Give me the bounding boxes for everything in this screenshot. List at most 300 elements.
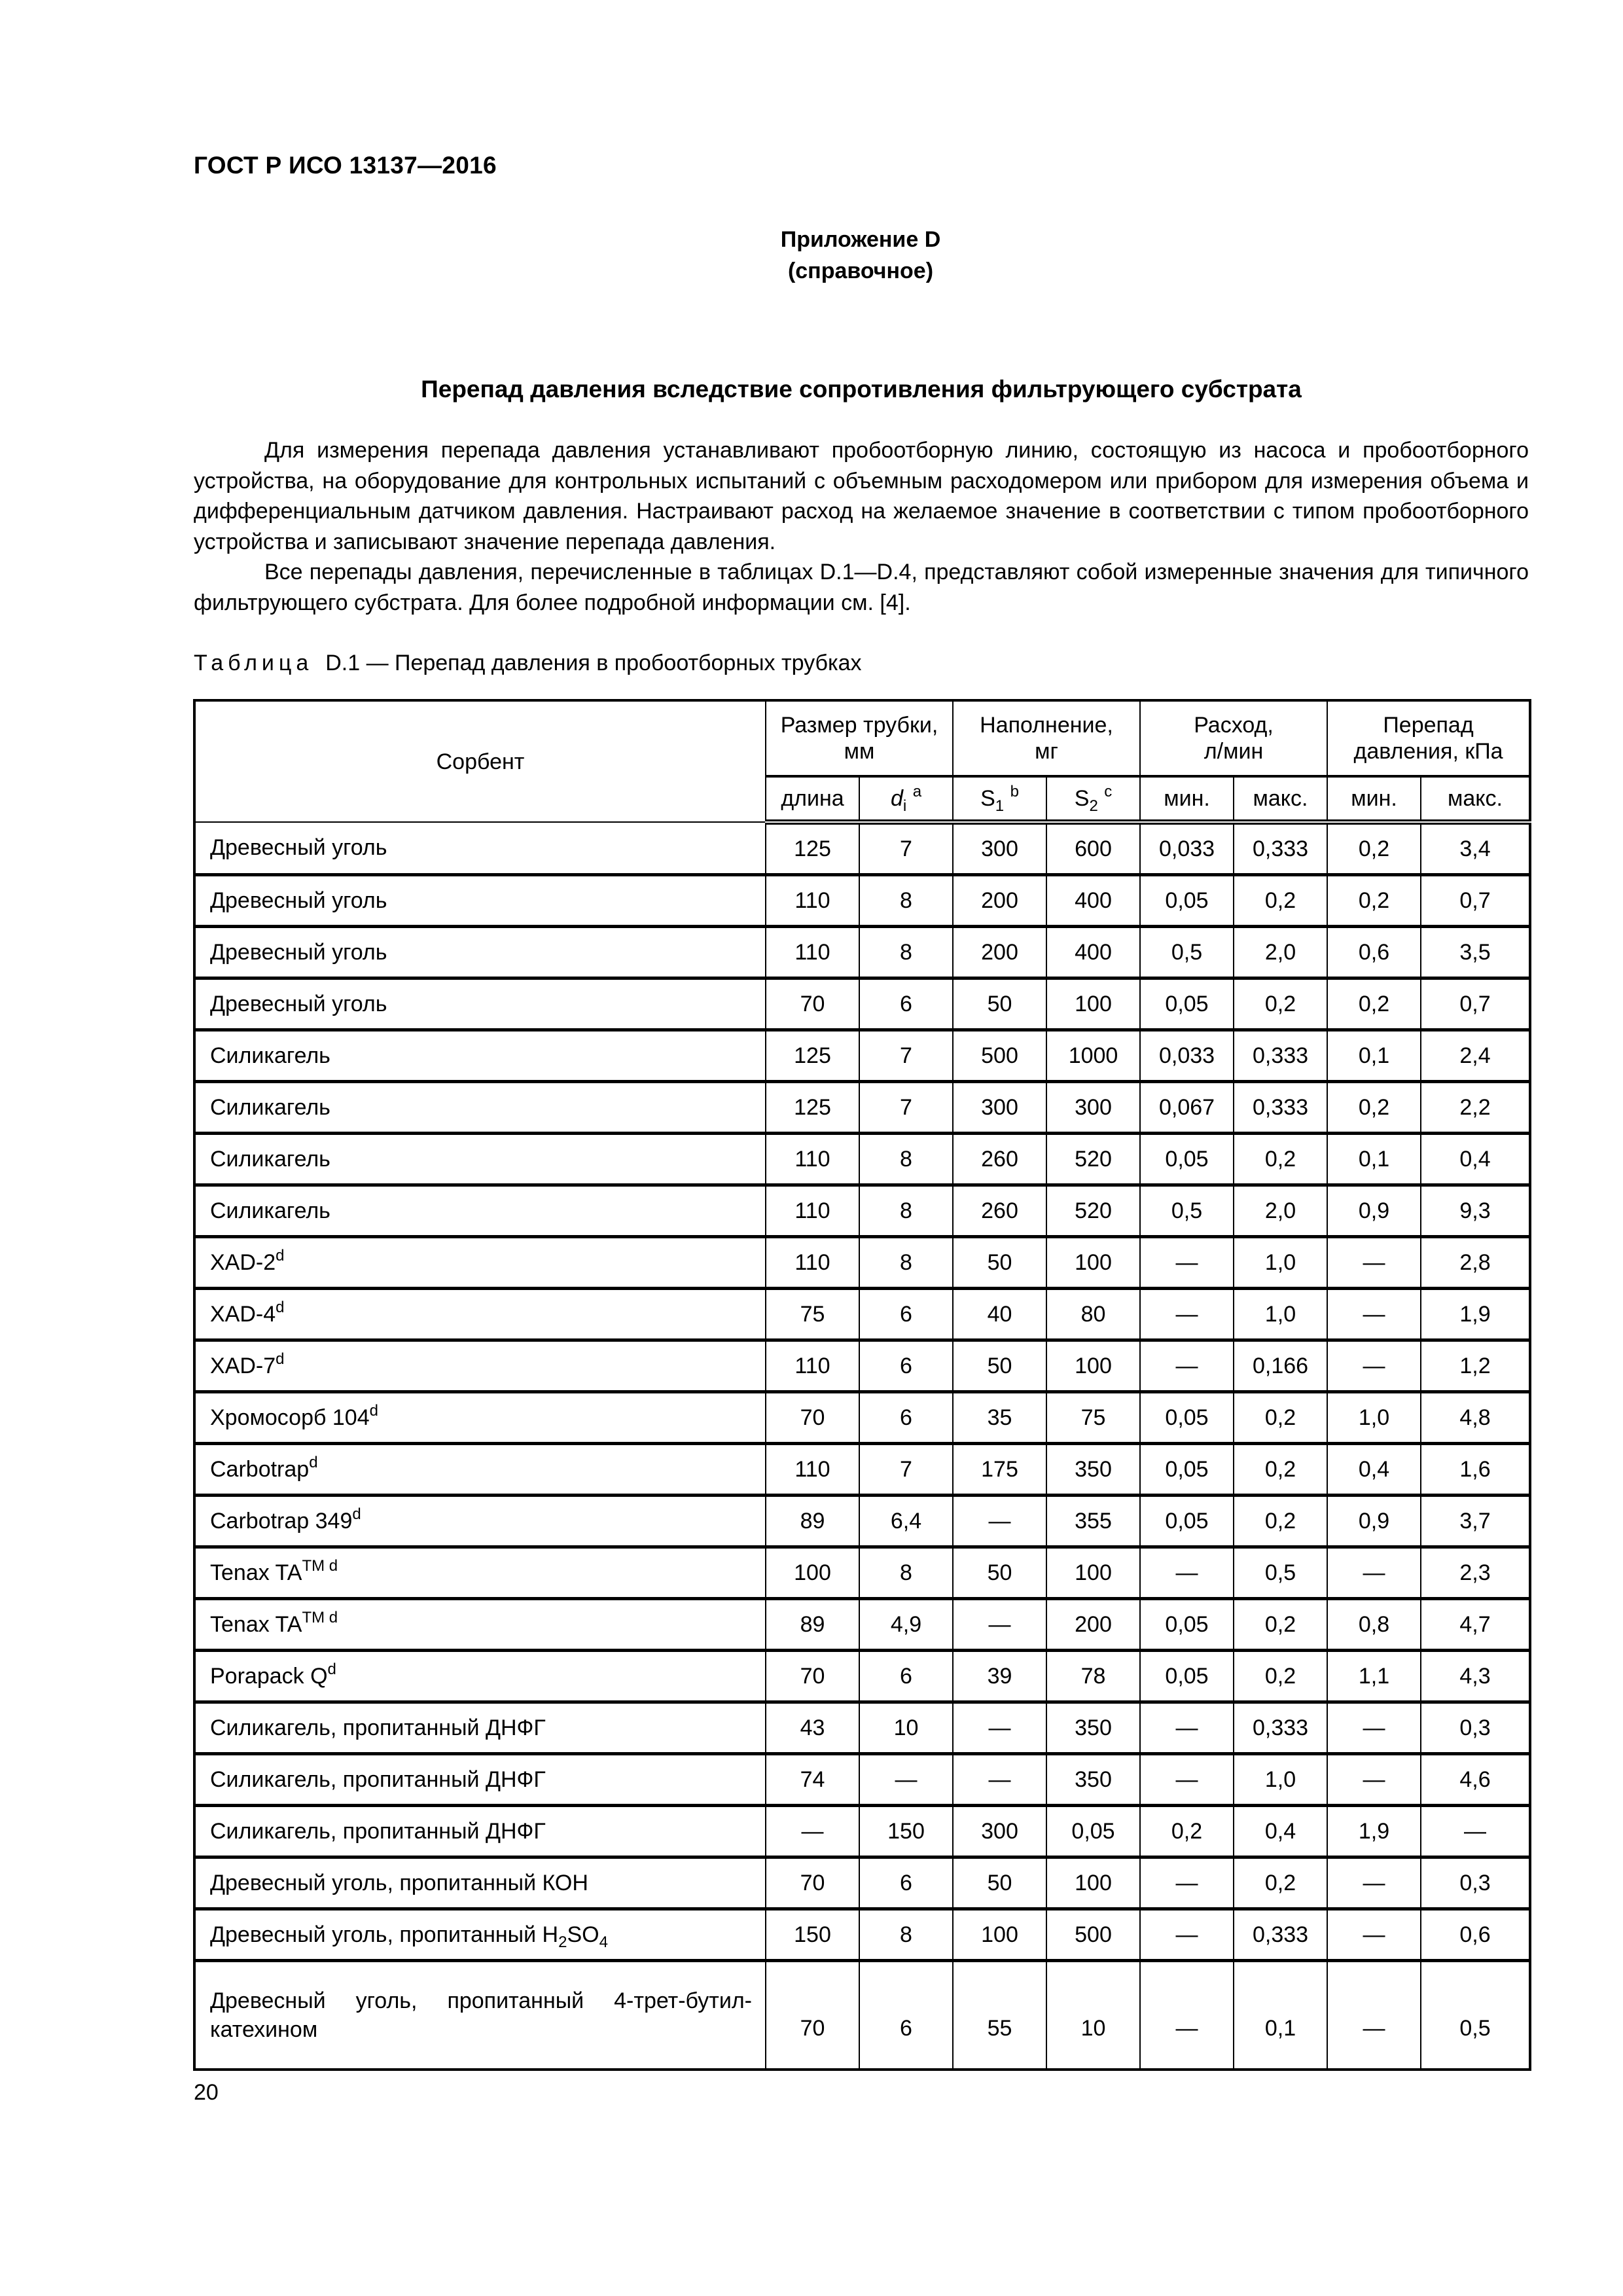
pressure-drop-min-cell: 0,9 xyxy=(1327,1496,1421,1547)
table-row xyxy=(194,875,1530,927)
formula-part: SO xyxy=(567,1922,599,1947)
footnote-ref: d xyxy=(352,1505,361,1523)
header-filling-line1: Наполнение, xyxy=(980,713,1113,738)
tube-length-cell: 110 xyxy=(766,927,859,978)
inner-diameter-cell: 7 xyxy=(859,1444,953,1496)
flow-max-cell: 0,2 xyxy=(1234,1134,1327,1185)
footnote-ref: TM d xyxy=(302,1608,338,1626)
sorbent-name-text: Carbotrap 349 xyxy=(210,1508,353,1534)
flow-min-cell: 0,05 xyxy=(1140,1651,1234,1702)
table-row xyxy=(194,1806,1530,1857)
filling-s1-cell: 200 xyxy=(953,875,1046,927)
sorbent-name-text: Силикагель xyxy=(210,1198,330,1223)
footnote-ref: c xyxy=(1104,782,1113,800)
tube-length-cell: 125 xyxy=(766,1082,859,1134)
pressure-drop-min-cell: 1,1 xyxy=(1327,1651,1421,1702)
flow-min-cell: — xyxy=(1140,1754,1234,1806)
sorbent-name xyxy=(194,927,766,978)
header-di-subscript: i xyxy=(902,797,907,815)
filling-s2-cell: 10 xyxy=(1046,1961,1140,2070)
filling-s2-cell: 400 xyxy=(1046,875,1140,927)
tube-length-cell: 74 xyxy=(766,1754,859,1806)
table-row xyxy=(194,1340,1530,1392)
tube-length-cell: 70 xyxy=(766,1651,859,1702)
header-flow xyxy=(1140,700,1327,776)
sorbent-name xyxy=(194,1134,766,1185)
tube-length-cell: 89 xyxy=(766,1496,859,1547)
flow-max-cell: 0,2 xyxy=(1234,875,1327,927)
sorbent-name-text: Porapack Q xyxy=(210,1663,328,1689)
filling-s1-cell: — xyxy=(953,1754,1046,1806)
sorbent-name xyxy=(194,1496,766,1547)
pressure-drop-max-cell: 4,7 xyxy=(1421,1599,1530,1651)
sorbent-name xyxy=(194,1806,766,1857)
tube-length-cell: 125 xyxy=(766,1030,859,1082)
tube-length-cell: 75 xyxy=(766,1289,859,1340)
filling-s1-cell: 500 xyxy=(953,1030,1046,1082)
header-s2-symbol: S xyxy=(1074,785,1090,811)
header-sorbent: Сорбент xyxy=(194,700,766,822)
table-caption-text: D.1 — Перепад давления в пробоотборных трубках xyxy=(325,651,862,675)
pressure-drop-max-cell: 4,6 xyxy=(1421,1754,1530,1806)
section-title: Перепад давления вследствие сопротивления фильтрующего субстрата xyxy=(421,376,1302,403)
table-row xyxy=(194,1082,1530,1134)
inner-diameter-cell: 8 xyxy=(859,927,953,978)
flow-max-cell: 0,2 xyxy=(1234,1392,1327,1444)
tube-length-cell: 110 xyxy=(766,1340,859,1392)
inner-diameter-cell: 8 xyxy=(859,1237,953,1289)
sorbent-name xyxy=(194,822,766,875)
sorbent-name-text: Силикагель, пропитанный ДНФГ xyxy=(210,1767,546,1792)
pressure-drop-max-cell: 0,5 xyxy=(1421,1961,1530,2070)
tube-length-cell: — xyxy=(766,1806,859,1857)
pressure-drop-min-cell: — xyxy=(1327,1547,1421,1599)
table-row xyxy=(194,1857,1530,1909)
sorbent-name xyxy=(194,1237,766,1289)
pressure-drop-max-cell: 3,7 xyxy=(1421,1496,1530,1547)
pressure-drop-min-cell: 0,9 xyxy=(1327,1185,1421,1237)
tube-length-cell: 110 xyxy=(766,1444,859,1496)
filling-s1-cell: 50 xyxy=(953,978,1046,1030)
header-filling-unit: мг xyxy=(1035,739,1058,764)
sorbent-name-text: Древесный уголь, пропитанный КОН xyxy=(210,1870,588,1895)
filling-s1-cell: 260 xyxy=(953,1134,1046,1185)
filling-s2-cell: 350 xyxy=(1046,1702,1140,1754)
sorbent-name-text: Древесный уголь, пропитанный H xyxy=(210,1922,559,1947)
filling-s1-cell: — xyxy=(953,1702,1046,1754)
flow-min-cell: 0,05 xyxy=(1140,978,1234,1030)
flow-max-cell: 0,2 xyxy=(1234,1444,1327,1496)
tube-length-cell: 70 xyxy=(766,1961,859,2070)
table-row xyxy=(194,1134,1530,1185)
pressure-drop-max-cell: 2,3 xyxy=(1421,1547,1530,1599)
filling-s2-cell: 78 xyxy=(1046,1651,1140,1702)
table-row xyxy=(194,1702,1530,1754)
header-di-symbol: d xyxy=(890,785,903,811)
table-body xyxy=(194,822,1530,2070)
flow-max-cell: 1,0 xyxy=(1234,1289,1327,1340)
inner-diameter-cell: 6,4 xyxy=(859,1496,953,1547)
table-row xyxy=(194,1547,1530,1599)
filling-s2-cell: 600 xyxy=(1046,822,1140,875)
filling-s1-cell: 40 xyxy=(953,1289,1046,1340)
filling-s2-cell: 300 xyxy=(1046,1082,1140,1134)
footnote-ref: d xyxy=(327,1660,336,1678)
sorbent-name xyxy=(194,1857,766,1909)
flow-min-cell: 0,05 xyxy=(1140,1599,1234,1651)
flow-min-cell: 0,5 xyxy=(1140,927,1234,978)
pressure-drop-min-cell: 0,4 xyxy=(1327,1444,1421,1496)
pressure-drop-min-cell: — xyxy=(1327,1289,1421,1340)
appendix-type: (справочное) xyxy=(787,259,934,283)
pressure-drop-min-cell: — xyxy=(1327,1237,1421,1289)
inner-diameter-cell: 8 xyxy=(859,875,953,927)
header-pressure-drop xyxy=(1327,700,1530,776)
inner-diameter-cell: 6 xyxy=(859,1340,953,1392)
sorbent-name-text: Carbotrap xyxy=(210,1456,310,1482)
flow-min-cell: 0,033 xyxy=(1140,1030,1234,1082)
filling-s1-cell: 50 xyxy=(953,1340,1046,1392)
filling-s1-cell: 300 xyxy=(953,822,1046,875)
flow-max-cell: 2,0 xyxy=(1234,927,1327,978)
pressure-drop-max-cell: 1,9 xyxy=(1421,1289,1530,1340)
filling-s2-cell: 350 xyxy=(1046,1754,1140,1806)
table-row xyxy=(194,1237,1530,1289)
table-row xyxy=(194,927,1530,978)
flow-max-cell: 0,5 xyxy=(1234,1547,1327,1599)
pressure-drop-max-cell: 0,4 xyxy=(1421,1134,1530,1185)
filling-s2-cell: 500 xyxy=(1046,1909,1140,1961)
pressure-drop-min-cell: 0,2 xyxy=(1327,822,1421,875)
inner-diameter-cell: 8 xyxy=(859,1909,953,1961)
filling-s2-cell: 80 xyxy=(1046,1289,1140,1340)
formula-subscript: 2 xyxy=(558,1933,567,1951)
flow-min-cell: 0,033 xyxy=(1140,822,1234,875)
pressure-drop-min-cell: — xyxy=(1327,1702,1421,1754)
inner-diameter-cell: 8 xyxy=(859,1185,953,1237)
pressure-drop-max-cell: 9,3 xyxy=(1421,1185,1530,1237)
sorbent-name-text: Силикагель, пропитанный ДНФГ xyxy=(210,1715,546,1740)
table-caption-label: Таблица xyxy=(194,651,313,675)
standard-header: ГОСТ Р ИСО 13137—2016 xyxy=(194,152,497,179)
filling-s1-cell: 200 xyxy=(953,927,1046,978)
filling-s2-cell: 100 xyxy=(1046,1340,1140,1392)
pressure-drop-max-cell: 4,3 xyxy=(1421,1651,1530,1702)
filling-s1-cell: 35 xyxy=(953,1392,1046,1444)
pressure-drop-min-cell: 0,2 xyxy=(1327,978,1421,1030)
pressure-drop-min-cell: — xyxy=(1327,1961,1421,2070)
paragraph: Все перепады давления, перечисленные в таблицах D.1—D.4, представляют собой измеренные значения для типичного фильтрующего субстрата. Для более подробной информации см. [4]. xyxy=(194,560,1529,615)
flow-max-cell: 0,2 xyxy=(1234,1857,1327,1909)
header-s1 xyxy=(953,776,1046,822)
filling-s1-cell: — xyxy=(953,1599,1046,1651)
tube-length-cell: 110 xyxy=(766,875,859,927)
flow-min-cell: — xyxy=(1140,1237,1234,1289)
sorbent-name-text: Древесный уголь xyxy=(210,991,387,1016)
sorbent-name-text: Силикагель xyxy=(210,1043,330,1068)
sorbent-name-text: Tenax TA xyxy=(210,1611,302,1637)
sorbent-name-text: Силикагель xyxy=(210,1146,330,1172)
filling-s1-cell: 50 xyxy=(953,1547,1046,1599)
header-filling xyxy=(953,700,1140,776)
footnote-ref: d xyxy=(276,1246,285,1265)
table-row xyxy=(194,978,1530,1030)
flow-max-cell: 0,1 xyxy=(1234,1961,1327,2070)
flow-min-cell: 0,05 xyxy=(1140,1496,1234,1547)
flow-min-cell: 0,05 xyxy=(1140,1134,1234,1185)
header-tube-size-unit: мм xyxy=(844,739,875,764)
inner-diameter-cell: 7 xyxy=(859,1030,953,1082)
tube-length-cell: 70 xyxy=(766,1857,859,1909)
pressure-drop-min-cell: — xyxy=(1327,1754,1421,1806)
inner-diameter-cell: 150 xyxy=(859,1806,953,1857)
pressure-drop-table xyxy=(193,699,1531,2071)
flow-min-cell: — xyxy=(1140,1702,1234,1754)
sorbent-name xyxy=(194,1599,766,1651)
header-s2 xyxy=(1046,776,1140,822)
header-length: длина xyxy=(766,776,859,822)
pressure-drop-min-cell: 0,6 xyxy=(1327,927,1421,978)
pressure-drop-min-cell: 1,0 xyxy=(1327,1392,1421,1444)
table-row xyxy=(194,1909,1530,1961)
header-tube-size xyxy=(766,700,953,776)
pressure-drop-min-cell: — xyxy=(1327,1909,1421,1961)
filling-s2-cell: 100 xyxy=(1046,1547,1140,1599)
pressure-drop-max-cell: 0,3 xyxy=(1421,1702,1530,1754)
header-s1-symbol: S xyxy=(980,785,995,811)
flow-max-cell: 1,0 xyxy=(1234,1237,1327,1289)
flow-max-cell: 0,333 xyxy=(1234,1909,1327,1961)
filling-s2-cell: 520 xyxy=(1046,1185,1140,1237)
pressure-drop-min-cell: — xyxy=(1327,1340,1421,1392)
pressure-drop-max-cell: — xyxy=(1421,1806,1530,1857)
table-row xyxy=(194,1444,1530,1496)
header-flow-unit: л/мин xyxy=(1204,739,1264,764)
sorbent-name-text: Древесный уголь xyxy=(210,888,387,913)
pressure-drop-min-cell: 0,2 xyxy=(1327,875,1421,927)
header-dp-min: мин. xyxy=(1327,776,1421,822)
header-inner-diameter xyxy=(859,776,953,822)
flow-max-cell: 0,2 xyxy=(1234,1651,1327,1702)
pressure-drop-max-cell: 2,8 xyxy=(1421,1237,1530,1289)
pressure-drop-min-cell: 0,1 xyxy=(1327,1134,1421,1185)
sorbent-name xyxy=(194,1289,766,1340)
flow-max-cell: 0,2 xyxy=(1234,978,1327,1030)
tube-length-cell: 70 xyxy=(766,1392,859,1444)
pressure-drop-min-cell: 1,9 xyxy=(1327,1806,1421,1857)
inner-diameter-cell: 6 xyxy=(859,1857,953,1909)
filling-s1-cell: 175 xyxy=(953,1444,1046,1496)
table-row xyxy=(194,1185,1530,1237)
inner-diameter-cell: — xyxy=(859,1754,953,1806)
pressure-drop-max-cell: 0,7 xyxy=(1421,978,1530,1030)
inner-diameter-cell: 6 xyxy=(859,1392,953,1444)
table-row xyxy=(194,1289,1530,1340)
tube-length-cell: 89 xyxy=(766,1599,859,1651)
table-row xyxy=(194,1961,1530,2070)
sorbent-name xyxy=(194,1185,766,1237)
sorbent-name xyxy=(194,1082,766,1134)
paragraph: Для измерения перепада давления устанавливают пробоотборную линию, состоящую из насоса и пробоотборного устройства, на оборудование для контрольных испытаний с объемным расходомером или прибором для измерения объема и дифференциальным датчиком давления. Настраивают расход на желаемое значение в соответствии с типом пробоотборного устройства и записывают значение перепада давления. xyxy=(194,438,1529,554)
footnote-ref: a xyxy=(912,782,922,800)
table-row xyxy=(194,1651,1530,1702)
flow-max-cell: 1,0 xyxy=(1234,1754,1327,1806)
filling-s1-cell: 100 xyxy=(953,1909,1046,1961)
sorbent-name xyxy=(194,1547,766,1599)
flow-min-cell: 0,067 xyxy=(1140,1082,1234,1134)
filling-s2-cell: 100 xyxy=(1046,1857,1140,1909)
filling-s2-cell: 100 xyxy=(1046,1237,1140,1289)
filling-s1-cell: 260 xyxy=(953,1185,1046,1237)
filling-s2-cell: 520 xyxy=(1046,1134,1140,1185)
filling-s2-cell: 0,05 xyxy=(1046,1806,1140,1857)
inner-diameter-cell: 4,9 xyxy=(859,1599,953,1651)
flow-max-cell: 0,166 xyxy=(1234,1340,1327,1392)
table-caption xyxy=(194,651,862,676)
pressure-drop-max-cell: 2,4 xyxy=(1421,1030,1530,1082)
inner-diameter-cell: 7 xyxy=(859,822,953,875)
flow-max-cell: 0,333 xyxy=(1234,822,1327,875)
footnote-ref: TM d xyxy=(302,1556,338,1575)
sorbent-name xyxy=(194,1444,766,1496)
pressure-drop-max-cell: 1,6 xyxy=(1421,1444,1530,1496)
pressure-drop-min-cell: 0,8 xyxy=(1327,1599,1421,1651)
table-row xyxy=(194,1496,1530,1547)
flow-min-cell: 0,2 xyxy=(1140,1806,1234,1857)
inner-diameter-cell: 10 xyxy=(859,1702,953,1754)
sorbent-name-text: Древесный уголь xyxy=(210,939,387,965)
filling-s2-cell: 100 xyxy=(1046,978,1140,1030)
flow-max-cell: 0,4 xyxy=(1234,1806,1327,1857)
pressure-drop-max-cell: 0,6 xyxy=(1421,1909,1530,1961)
flow-min-cell: — xyxy=(1140,1289,1234,1340)
appendix-title: Приложение D xyxy=(780,227,941,252)
flow-max-cell: 2,0 xyxy=(1234,1185,1327,1237)
filling-s1-cell: 50 xyxy=(953,1857,1046,1909)
filling-s2-cell: 200 xyxy=(1046,1599,1140,1651)
flow-max-cell: 0,2 xyxy=(1234,1599,1327,1651)
sorbent-name xyxy=(194,1340,766,1392)
footnote-ref: b xyxy=(1010,782,1019,800)
pressure-drop-min-cell: 0,2 xyxy=(1327,1082,1421,1134)
flow-min-cell: — xyxy=(1140,1857,1234,1909)
footnote-ref: d xyxy=(309,1453,318,1471)
sorbent-name-text: Tenax TA xyxy=(210,1560,302,1585)
pressure-drop-max-cell: 0,7 xyxy=(1421,875,1530,927)
sorbent-name-text: Силикагель, пропитанный ДНФГ xyxy=(210,1818,546,1844)
tube-length-cell: 100 xyxy=(766,1547,859,1599)
flow-min-cell: 0,05 xyxy=(1140,1392,1234,1444)
sorbent-name xyxy=(194,1909,766,1961)
formula-subscript: 4 xyxy=(599,1933,608,1951)
footnote-ref: d xyxy=(369,1401,378,1420)
pressure-drop-max-cell: 3,4 xyxy=(1421,822,1530,875)
sorbent-name-text: Силикагель xyxy=(210,1094,330,1120)
inner-diameter-cell: 6 xyxy=(859,978,953,1030)
pressure-drop-min-cell: — xyxy=(1327,1857,1421,1909)
flow-max-cell: 0,333 xyxy=(1234,1702,1327,1754)
table-row xyxy=(194,1754,1530,1806)
pressure-drop-max-cell: 2,2 xyxy=(1421,1082,1530,1134)
tube-length-cell: 110 xyxy=(766,1134,859,1185)
tube-length-cell: 150 xyxy=(766,1909,859,1961)
filling-s2-cell: 400 xyxy=(1046,927,1140,978)
sorbent-name xyxy=(194,1651,766,1702)
flow-min-cell: — xyxy=(1140,1340,1234,1392)
sorbent-name xyxy=(194,1702,766,1754)
table-row xyxy=(194,1030,1530,1082)
tube-length-cell: 43 xyxy=(766,1702,859,1754)
filling-s1-cell: 39 xyxy=(953,1651,1046,1702)
flow-max-cell: 0,2 xyxy=(1234,1496,1327,1547)
filling-s2-cell: 350 xyxy=(1046,1444,1140,1496)
tube-length-cell: 110 xyxy=(766,1185,859,1237)
inner-diameter-cell: 6 xyxy=(859,1651,953,1702)
inner-diameter-cell: 6 xyxy=(859,1289,953,1340)
header-s1-subscript: 1 xyxy=(995,797,1005,815)
sorbent-name xyxy=(194,1392,766,1444)
filling-s1-cell: 300 xyxy=(953,1082,1046,1134)
pressure-drop-max-cell: 3,5 xyxy=(1421,927,1530,978)
header-pressure-drop-unit: давления, кПа xyxy=(1353,739,1503,764)
flow-max-cell: 0,333 xyxy=(1234,1082,1327,1134)
sorbent-name xyxy=(194,1030,766,1082)
flow-min-cell: 0,05 xyxy=(1140,1444,1234,1496)
tube-length-cell: 70 xyxy=(766,978,859,1030)
body-text xyxy=(194,435,1529,618)
filling-s2-cell: 1000 xyxy=(1046,1030,1140,1082)
sorbent-name-text: Древесный уголь xyxy=(210,835,387,860)
sorbent-name-text: Древесный уголь, пропитанный 4-трет-бутил-катехином xyxy=(210,1988,752,2042)
sorbent-name xyxy=(194,978,766,1030)
tube-length-cell: 110 xyxy=(766,1237,859,1289)
flow-max-cell: 0,333 xyxy=(1234,1030,1327,1082)
filling-s1-cell: 50 xyxy=(953,1237,1046,1289)
inner-diameter-cell: 8 xyxy=(859,1547,953,1599)
pressure-drop-min-cell: 0,1 xyxy=(1327,1030,1421,1082)
sorbent-name-text: XAD-7 xyxy=(210,1353,276,1378)
filling-s2-cell: 355 xyxy=(1046,1496,1140,1547)
filling-s1-cell: — xyxy=(953,1496,1046,1547)
flow-min-cell: — xyxy=(1140,1909,1234,1961)
flow-min-cell: — xyxy=(1140,1961,1234,2070)
pressure-drop-max-cell: 0,3 xyxy=(1421,1857,1530,1909)
footnote-ref: d xyxy=(276,1350,285,1368)
page-number: 20 xyxy=(194,2080,219,2105)
appendix-heading xyxy=(0,224,1623,287)
footnote-ref: d xyxy=(276,1298,285,1316)
inner-diameter-cell: 6 xyxy=(859,1961,953,2070)
header-flow-line1: Расход, xyxy=(1194,713,1274,738)
pressure-drop-max-cell: 1,2 xyxy=(1421,1340,1530,1392)
pressure-drop-max-cell: 4,8 xyxy=(1421,1392,1530,1444)
flow-min-cell: — xyxy=(1140,1547,1234,1599)
table-row xyxy=(194,1599,1530,1651)
sorbent-name xyxy=(194,1754,766,1806)
filling-s2-cell: 75 xyxy=(1046,1392,1140,1444)
header-pressure-drop-line1: Перепад xyxy=(1383,713,1474,738)
header-tube-size-line1: Размер трубки, xyxy=(780,713,938,738)
sorbent-name-text: XAD-2 xyxy=(210,1249,276,1275)
header-flow-max: макс. xyxy=(1234,776,1327,822)
tube-length-cell: 125 xyxy=(766,822,859,875)
filling-s1-cell: 300 xyxy=(953,1806,1046,1857)
sorbent-name-text: XAD-4 xyxy=(210,1301,276,1327)
header-s2-subscript: 2 xyxy=(1089,797,1098,815)
sorbent-name-text: Хромосорб 104 xyxy=(210,1405,370,1430)
table-row xyxy=(194,1392,1530,1444)
flow-min-cell: 0,5 xyxy=(1140,1185,1234,1237)
